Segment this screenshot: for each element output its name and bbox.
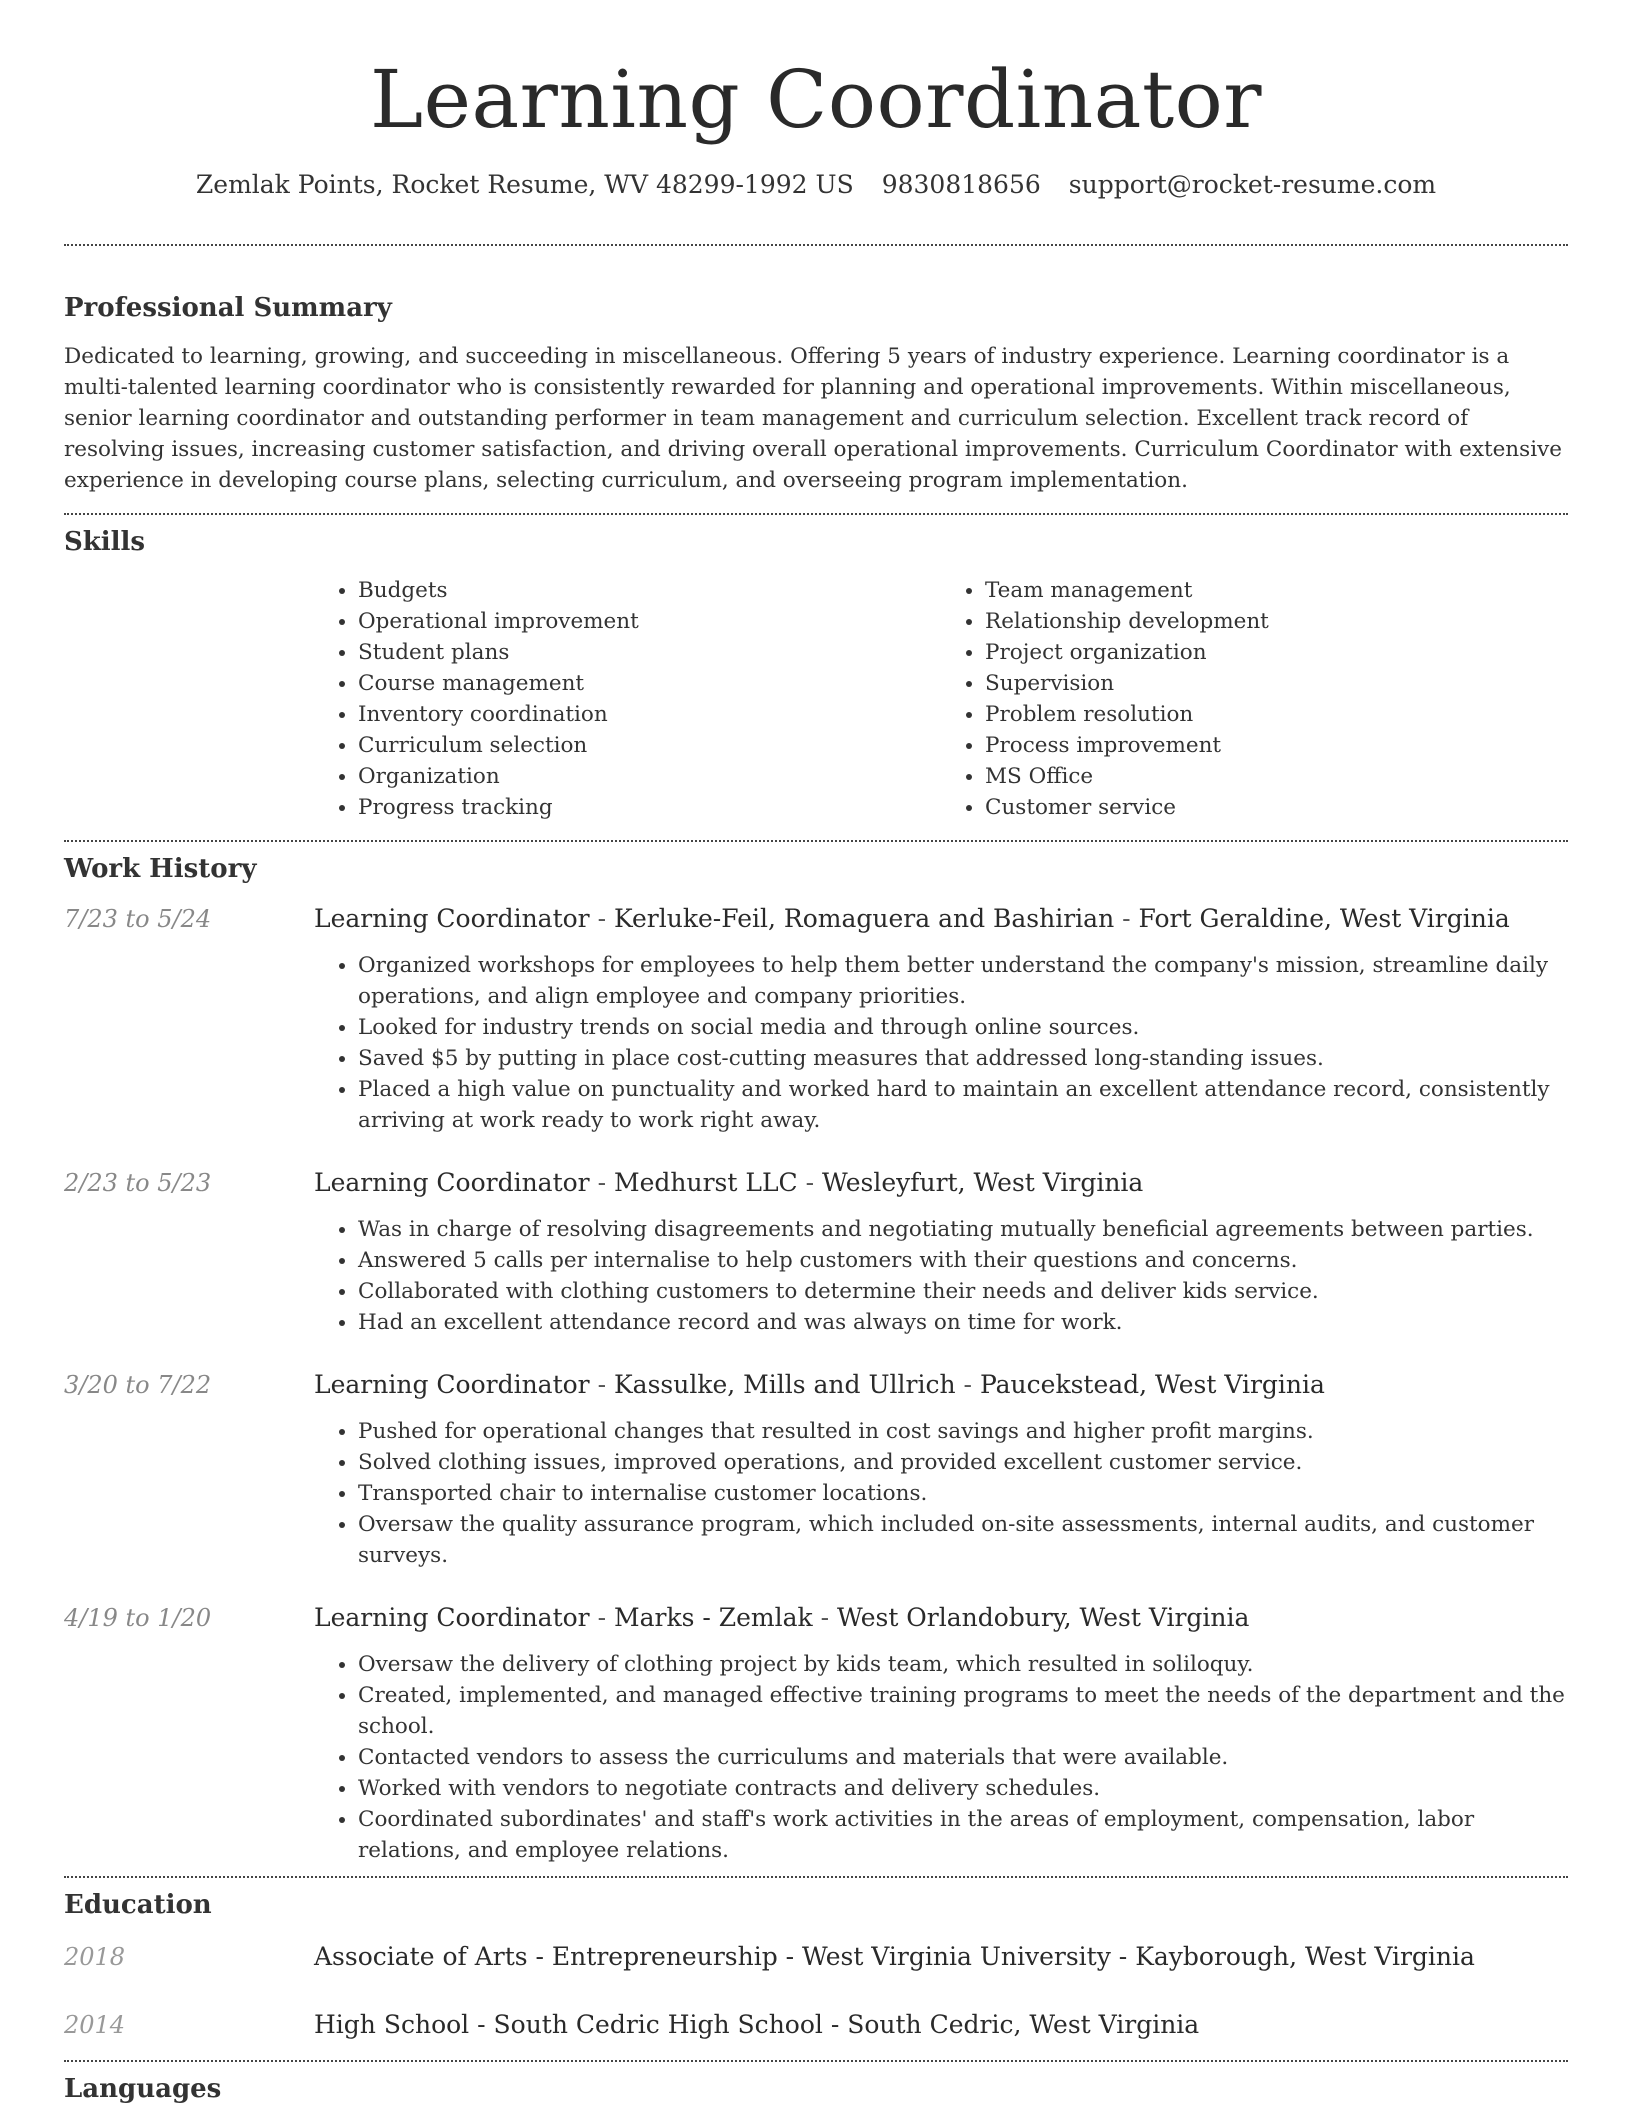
contact-address: Zemlak Points, Rocket Resume, WV 48299-1992 US — [195, 170, 854, 199]
skill-item: • Progress tracking — [358, 792, 941, 823]
job-details — [314, 1166, 1568, 1338]
skills-column-right — [941, 575, 1568, 823]
skill-item: • Team management — [985, 575, 1568, 606]
job-location: Fort Geraldine, West Virginia — [1138, 904, 1510, 933]
skill-item: • Student plans — [358, 637, 941, 668]
job-bullet: • Pushed for operational changes that resulted in cost savings and higher profit margins. — [358, 1416, 1568, 1447]
education-details: High School - South Cedric High School - South Cedric, West Virginia — [314, 2010, 1200, 2039]
job-location: West Orlandobury, West Virginia — [837, 1603, 1250, 1632]
education-details: Associate of Arts - Entrepreneurship - West Virginia University - Kayborough, West Virginia — [314, 1942, 1475, 1971]
job-bullet: • Oversaw the delivery of clothing project by kids team, which resulted in soliloquy. — [358, 1649, 1568, 1680]
work-history-heading: Work History — [64, 854, 257, 884]
skills-heading: Skills — [64, 527, 146, 557]
job-role: Learning Coordinator — [314, 1168, 590, 1197]
job-bullet: • Created, implemented, and managed effective training programs to meet the needs of the department and the school. — [358, 1680, 1568, 1742]
contact-line — [64, 168, 1568, 202]
job-bullets — [314, 950, 1568, 1136]
job-title-line: Learning Coordinator - Kassulke, Mills and Ullrich - Paucekstead, West Virginia — [314, 1370, 1325, 1399]
job-bullet: • Oversaw the quality assurance program, which included on-site assessments, internal audits, and customer surveys. — [358, 1509, 1568, 1571]
skill-item: • Inventory coordination — [358, 699, 941, 730]
job-bullet: • Placed a high value on punctuality and worked hard to maintain an excellent attendance record, consistently arriving at work ready to work right away. — [358, 1074, 1568, 1136]
education-entry — [64, 2008, 1568, 2042]
job-bullet: • Coordinated subordinates' and staff's work activities in the areas of employment, compensation, labor relations, and employee relations. — [358, 1804, 1568, 1866]
job-details — [314, 1368, 1568, 1571]
contact-phone: 9830818656 — [881, 170, 1041, 199]
skill-item: • Customer service — [985, 792, 1568, 823]
job-role: Learning Coordinator — [314, 1603, 590, 1632]
job-role: Learning Coordinator — [314, 1370, 590, 1399]
job-company: Kassulke, Mills and Ullrich — [613, 1370, 956, 1399]
job-bullet: • Transported chair to internalise customer locations. — [358, 1478, 1568, 1509]
summary-text: Dedicated to learning, growing, and succeeding in miscellaneous. Offering 5 years of industry experience. Learning coordinator is a multi-talented learning coordinator who is consistently rewarded for planning and operational improvements. Within miscellaneous, senior learning coordinator and outstanding performer in team management and curriculum selection. Excellent track record of resolving issues, increasing customer satisfaction, and driving overall operational improvements. Curriculum Coordinator with extensive experience in developing course plans, selecting curriculum, and overseeing program implementation. — [64, 344, 1562, 493]
job-bullet: • Saved $5 by putting in place cost-cutting measures that addressed long-standing issues. — [358, 1043, 1568, 1074]
job-location: Wesleyfurt, West Virginia — [822, 1168, 1144, 1197]
job-bullet: • Organized workshops for employees to help them better understand the company's mission, streamline daily operations, and align employee and company priorities. — [358, 950, 1568, 1012]
languages-heading: Languages — [64, 2074, 222, 2104]
skill-item: • Operational improvement — [358, 606, 941, 637]
skill-item: • Project organization — [985, 637, 1568, 668]
job-dates: 7/23 to 5/24 — [64, 905, 212, 933]
job-company: Marks - Zemlak — [613, 1603, 813, 1632]
job-bullets — [314, 1416, 1568, 1571]
job-bullet: • Solved clothing issues, improved operations, and provided excellent customer service. — [358, 1447, 1568, 1478]
section-divider — [64, 513, 1568, 515]
job-entry — [64, 902, 1568, 1136]
job-entry — [64, 1166, 1568, 1338]
summary-heading: Professional Summary — [64, 293, 392, 323]
education-year: 2018 — [64, 1943, 126, 1971]
resume-header — [64, 0, 1568, 202]
job-entry — [64, 1368, 1568, 1571]
job-dates: 2/23 to 5/23 — [64, 1169, 212, 1197]
skill-item: • MS Office — [985, 761, 1568, 792]
skill-item: • Process improvement — [985, 730, 1568, 761]
job-role: Learning Coordinator — [314, 904, 590, 933]
job-dates: 4/19 to 1/20 — [64, 1604, 212, 1632]
education-year: 2014 — [64, 2011, 126, 2039]
section-divider — [64, 244, 1568, 246]
job-bullet: • Answered 5 calls per internalise to help customers with their questions and concerns. — [358, 1245, 1568, 1276]
skill-item: • Course management — [358, 668, 941, 699]
job-bullet: • Had an excellent attendance record and was always on time for work. — [358, 1307, 1568, 1338]
section-divider — [64, 2060, 1568, 2062]
education-entry — [64, 1940, 1568, 1974]
resume-page — [64, 0, 1568, 2106]
section-divider — [64, 1876, 1568, 1878]
skills-list — [314, 575, 1568, 823]
job-entry — [64, 1601, 1568, 1866]
skill-item: • Problem resolution — [985, 699, 1568, 730]
job-details — [314, 1601, 1568, 1866]
candidate-name: Learning Coordinator — [369, 53, 1263, 146]
job-details — [314, 902, 1568, 1136]
job-company: Medhurst LLC — [613, 1168, 798, 1197]
job-location: Paucekstead, West Virginia — [979, 1370, 1325, 1399]
job-company: Kerluke-Feil, Romaguera and Bashirian — [613, 904, 1115, 933]
job-bullets — [314, 1649, 1568, 1866]
job-bullet: • Was in charge of resolving disagreements and negotiating mutually beneficial agreements between parties. — [358, 1214, 1568, 1245]
skill-item: • Supervision — [985, 668, 1568, 699]
job-title-line: Learning Coordinator - Medhurst LLC - Wesleyfurt, West Virginia — [314, 1168, 1144, 1197]
job-title-line: Learning Coordinator - Kerluke-Feil, Romaguera and Bashirian - Fort Geraldine, West Virginia — [314, 904, 1510, 933]
job-dates: 3/20 to 7/22 — [64, 1371, 212, 1399]
job-bullet: • Looked for industry trends on social media and through online sources. — [358, 1012, 1568, 1043]
skill-item: • Curriculum selection — [358, 730, 941, 761]
job-bullet: • Worked with vendors to negotiate contracts and delivery schedules. — [358, 1773, 1568, 1804]
job-bullets — [314, 1214, 1568, 1338]
education-heading: Education — [64, 1890, 212, 1920]
job-title-line: Learning Coordinator - Marks - Zemlak - West Orlandobury, West Virginia — [314, 1603, 1250, 1632]
skill-item: • Budgets — [358, 575, 941, 606]
skill-item: • Organization — [358, 761, 941, 792]
job-bullet: • Contacted vendors to assess the curriculums and materials that were available. — [358, 1742, 1568, 1773]
skills-column-left — [314, 575, 941, 823]
job-bullet: • Collaborated with clothing customers to determine their needs and deliver kids service. — [358, 1276, 1568, 1307]
skill-item: • Relationship development — [985, 606, 1568, 637]
contact-email[interactable]: support@rocket-resume.com — [1068, 170, 1437, 199]
section-divider — [64, 840, 1568, 842]
